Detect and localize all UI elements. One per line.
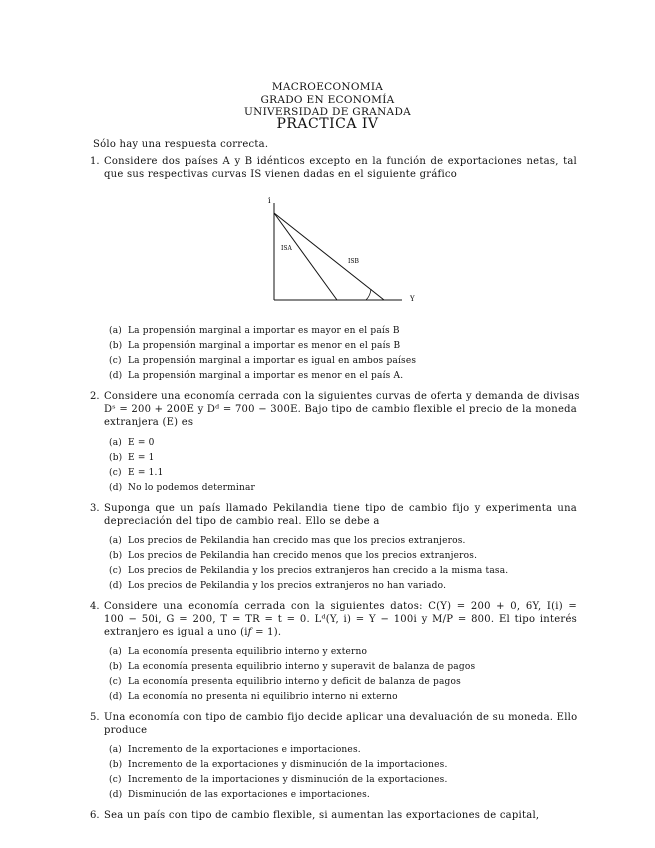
curve-is-b: [274, 213, 384, 300]
question-text-line: produce: [104, 725, 148, 736]
answer-option: [109, 744, 361, 756]
answer-option: [109, 661, 475, 673]
question-number: 4.: [90, 601, 100, 612]
option-text: E = 1: [128, 453, 155, 463]
option-label: (a): [109, 745, 122, 755]
question-text-line: Dˢ = 200 + 200E y Dᵈ = 700 − 300E. Bajo tipo de cambio flexible el precio de la moneda: [104, 404, 577, 415]
option-label: (d): [109, 483, 123, 493]
option-label: (b): [109, 551, 123, 561]
answer-option: [109, 646, 367, 658]
option-label: (a): [109, 326, 122, 336]
option-text: Incremento de la exportaciones y disminución de la importaciones.: [128, 760, 448, 770]
option-label: (d): [109, 581, 123, 591]
option-text: Los precios de Pekilandia y los precios extranjeros no han variado.: [128, 581, 447, 591]
option-label: (b): [109, 662, 123, 672]
answer-option: [109, 759, 448, 771]
course-title: MACROECONOMIA: [271, 81, 384, 93]
question-text-line: que sus respectivas curvas IS vienen dadas en el siguiente gráfico: [104, 169, 458, 180]
question-number: 2.: [90, 391, 100, 402]
curve-is-a: [274, 213, 337, 300]
option-label: (a): [109, 647, 122, 657]
answer-option: [109, 370, 403, 382]
angle-arc: [366, 289, 371, 300]
option-text: La propensión marginal a importar es menor en el país A.: [128, 371, 404, 381]
option-text: La propensión marginal a importar es mayor en el país B: [128, 326, 400, 336]
option-label: (b): [109, 453, 123, 463]
answer-option: [109, 676, 461, 688]
answer-option: [109, 774, 448, 786]
option-label: (c): [109, 356, 122, 366]
question-number: 6.: [90, 810, 100, 821]
question-number: 3.: [90, 503, 100, 514]
answer-option: [109, 789, 370, 801]
answer-option: [109, 535, 466, 547]
option-text: Incremento de la exportaciones e importaciones.: [128, 745, 361, 755]
answer-option: [109, 580, 446, 592]
option-label: (d): [109, 790, 123, 800]
question-text-line: Considere una economía cerrada con la siguientes datos: C(Y) = 200 + 0, 6Y, I(i) =: [104, 601, 577, 612]
option-label: (a): [109, 438, 122, 448]
practice-title: PRACTICA IV: [276, 116, 379, 132]
question-text-line: extranjero es igual a uno (i𝑓 = 1).: [104, 627, 282, 638]
option-label: (c): [109, 468, 122, 478]
intro-note: Sólo hay una respuesta correcta.: [93, 139, 269, 150]
option-text: No lo podemos determinar: [128, 483, 256, 493]
option-text: E = 0: [128, 438, 155, 448]
option-text: Disminución de las exportaciones e importaciones.: [128, 790, 370, 800]
question-number: 5.: [90, 712, 100, 723]
option-text: Incremento de la importaciones y disminución de la exportaciones.: [128, 775, 448, 785]
is-curves-figure: [262, 193, 422, 308]
university-title: UNIVERSIDAD DE GRANADA: [243, 106, 412, 118]
option-text: Los precios de Pekilandia han crecido mas que los precios extranjeros.: [128, 536, 466, 546]
question-text-line: Considere una economía cerrada con la siguientes curvas de oferta y demanda de divisas: [104, 391, 580, 402]
degree-title: GRADO EN ECONOMÍA: [260, 94, 395, 106]
question-text-line: Considere dos países A y B idénticos excepto en la función de exportaciones netas, tal: [104, 156, 577, 167]
answer-option: [109, 340, 400, 352]
option-label: (d): [109, 692, 123, 702]
curve-b-label: ISB: [348, 258, 359, 265]
option-text: La economía presenta equilibrio interno y deficit de balanza de pagos: [128, 677, 461, 687]
question-text-line: Una economía con tipo de cambio fijo decide aplicar una devaluación de su moneda. Ello: [104, 712, 578, 723]
question-number: 1.: [90, 156, 100, 167]
question-text-line: extranjera (E) es: [104, 417, 194, 428]
answer-option: [109, 550, 477, 562]
question-text-line: depreciación del tipo de cambio real. Ello se debe a: [104, 516, 380, 527]
answer-option: [109, 565, 508, 577]
option-text: La economía no presenta ni equilibrio interno ni externo: [128, 692, 398, 702]
answer-option: [109, 325, 400, 337]
answer-option: [109, 482, 255, 494]
option-text: La economía presenta equilibrio interno y externo: [128, 647, 368, 657]
answer-option: [109, 467, 164, 479]
option-text: La propensión marginal a importar es menor en el país B: [128, 341, 401, 351]
answer-option: [109, 355, 416, 367]
question-text-line: Suponga que un país llamado Pekilandia tiene tipo de cambio fijo y experimenta una: [104, 503, 577, 514]
option-text: Los precios de Pekilandia y los precios extranjeros han crecido a la misma tasa.: [128, 566, 509, 576]
option-text: La propensión marginal a importar es igual en ambos países: [128, 356, 417, 366]
option-label: (c): [109, 677, 122, 687]
curve-a-label: ISA: [281, 245, 292, 252]
answer-option: [109, 452, 155, 464]
option-text: La economía presenta equilibrio interno y superavit de balanza de pagos: [128, 662, 476, 672]
question-text-line: Sea un país con tipo de cambio flexible, si aumentan las exportaciones de capital,: [104, 810, 540, 821]
option-label: (c): [109, 775, 122, 785]
x-axis-label: Y: [410, 295, 415, 303]
option-label: (b): [109, 760, 123, 770]
option-label: (b): [109, 341, 123, 351]
answer-option: [109, 691, 398, 703]
option-label: (d): [109, 371, 123, 381]
y-axis-label: i: [268, 196, 271, 205]
option-label: (c): [109, 566, 122, 576]
option-text: Los precios de Pekilandia han crecido menos que los precios extranjeros.: [128, 551, 478, 561]
option-text: E = 1.1: [128, 468, 164, 478]
option-label: (a): [109, 536, 122, 546]
question-text-line: 100 − 50i, G = 200, T = TR = t = 0. Lᵈ(Y, i) = Y − 100i y M/P = 800. El tipo interés: [104, 614, 577, 625]
answer-option: [109, 437, 155, 449]
